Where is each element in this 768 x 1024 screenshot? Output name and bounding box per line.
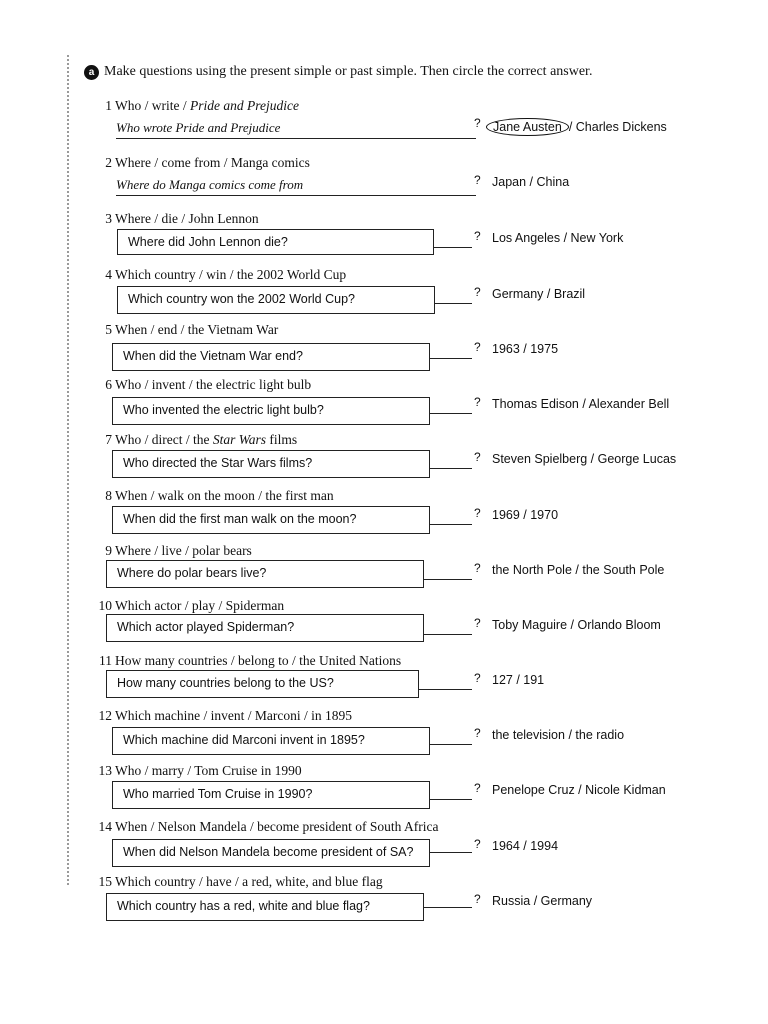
question-number: 10	[98, 598, 112, 613]
typed-answer-box[interactable]: Which country won the 2002 World Cup?	[117, 286, 435, 314]
question-number: 4	[105, 267, 112, 282]
answer-choices	[492, 508, 558, 522]
answer-option[interactable]: George Lucas	[597, 452, 677, 466]
typed-answer-box[interactable]: Which country has a red, white and blue flag?	[106, 893, 424, 921]
question-prompt	[92, 211, 259, 227]
answer-separator: /	[526, 175, 537, 189]
answer-option[interactable]: 1975	[530, 342, 559, 356]
question-mark: ?	[474, 395, 481, 409]
answer-underline	[430, 524, 472, 525]
prompt-text: When / Nelson Mandela / become president of South Africa	[115, 819, 439, 834]
question-mark: ?	[474, 229, 481, 243]
question-number: 7	[105, 432, 112, 447]
question-15	[0, 874, 768, 930]
answer-underline	[430, 358, 472, 359]
question-mark: ?	[474, 450, 481, 464]
question-10	[0, 598, 768, 654]
answer-underline	[430, 852, 472, 853]
question-number: 1	[105, 98, 112, 113]
question-number: 3	[105, 211, 112, 226]
answer-underline	[434, 247, 472, 248]
answer-option[interactable]: Nicole Kidman	[585, 783, 666, 797]
question-mark: ?	[474, 837, 481, 851]
typed-answer-box[interactable]: Where do polar bears live?	[106, 560, 424, 588]
question-mark: ?	[474, 506, 481, 520]
answer-underline	[430, 744, 472, 745]
answer-choices	[492, 452, 676, 466]
question-mark: ?	[474, 892, 481, 906]
answer-separator: /	[567, 618, 578, 632]
answer-option[interactable]: the North Pole	[492, 563, 572, 577]
question-number: 6	[105, 377, 112, 392]
answer-option[interactable]: Russia	[492, 894, 531, 908]
answer-choices	[492, 894, 592, 908]
question-1	[0, 98, 768, 154]
question-7	[0, 432, 768, 488]
question-prompt	[92, 874, 383, 890]
question-mark: ?	[474, 616, 481, 630]
answer-option[interactable]: the television	[492, 728, 565, 742]
question-mark: ?	[474, 173, 481, 187]
answer-separator: /	[564, 728, 576, 742]
answer-option[interactable]: Germany	[540, 894, 593, 908]
question-prompt	[92, 377, 311, 393]
question-number: 2	[105, 155, 112, 170]
answer-underline	[424, 907, 472, 908]
answer-choices	[492, 287, 585, 301]
prompt-text: Where / die / John Lennon	[115, 211, 259, 226]
prompt-text: Which country / have / a red, white, and blue flag	[115, 874, 383, 889]
prompt-text: How many countries / belong to / the United Nations	[115, 653, 402, 668]
question-number: 8	[105, 488, 112, 503]
typed-answer-box[interactable]: Who directed the Star Wars films?	[112, 450, 430, 478]
prompt-text: When / walk on the moon / the first man	[115, 488, 334, 503]
answer-separator: /	[571, 563, 583, 577]
question-8	[0, 488, 768, 544]
answer-option[interactable]: Japan	[492, 175, 527, 189]
answer-option[interactable]: Alexander Bell	[588, 397, 670, 411]
exercise-header	[84, 64, 592, 80]
question-11	[0, 653, 768, 709]
answer-line-handwritten[interactable]: Who wrote Pride and Prejudice	[116, 120, 476, 139]
question-prompt	[92, 598, 284, 614]
question-prompt	[92, 98, 299, 114]
answer-underline	[424, 579, 472, 580]
question-number: 12	[98, 708, 112, 723]
prompt-text: Who / invent / the electric light bulb	[115, 377, 312, 392]
question-prompt	[92, 763, 302, 779]
question-2	[0, 155, 768, 211]
answer-separator: /	[574, 783, 586, 797]
question-prompt	[92, 432, 297, 448]
prompt-text: Where / live / polar bears	[115, 543, 252, 558]
answer-separator: /	[568, 120, 576, 134]
question-number: 9	[105, 543, 112, 558]
answer-choices	[492, 783, 666, 797]
answer-option[interactable]: the South Pole	[582, 563, 665, 577]
question-5	[0, 322, 768, 378]
answer-separator: /	[543, 287, 554, 301]
answer-option[interactable]: Germany	[492, 287, 544, 301]
question-prompt	[92, 267, 346, 283]
answer-option[interactable]: Orlando Bloom	[577, 618, 661, 632]
question-mark: ?	[474, 285, 481, 299]
answer-separator: /	[519, 342, 531, 356]
answer-underline	[424, 634, 472, 635]
typed-answer-box[interactable]: How many countries belong to the US?	[106, 670, 419, 698]
question-4	[0, 267, 768, 323]
typed-answer-box[interactable]: Which actor played Spiderman?	[106, 614, 424, 642]
answer-option[interactable]: 1963	[492, 342, 520, 356]
answer-option[interactable]: New York	[570, 231, 624, 245]
answer-option[interactable]: Charles Dickens	[575, 120, 667, 134]
answer-option[interactable]: Penelope Cruz	[492, 783, 575, 797]
question-13	[0, 763, 768, 819]
answer-option[interactable]: Los Angeles	[492, 231, 561, 245]
answer-option[interactable]: 127	[492, 673, 513, 687]
answer-separator: /	[519, 839, 531, 853]
question-prompt	[92, 819, 439, 835]
question-number: 13	[98, 763, 112, 778]
question-prompt	[92, 543, 252, 559]
question-number: 15	[98, 874, 112, 889]
answer-option-circled[interactable]: Jane Austen	[486, 118, 569, 136]
answer-option[interactable]: 1969	[492, 508, 520, 522]
answer-underline	[435, 303, 472, 304]
answer-underline	[419, 689, 472, 690]
answer-separator: /	[519, 508, 531, 522]
typed-answer-box[interactable]: Which machine did Marconi invent in 1895?	[112, 727, 430, 755]
prompt-text: Which actor / play / Spiderman	[115, 598, 285, 613]
answer-choices	[492, 342, 558, 356]
question-mark: ?	[474, 561, 481, 575]
question-number: 14	[98, 819, 112, 834]
answer-separator: /	[587, 452, 598, 466]
answer-option[interactable]: Thomas Edison	[492, 397, 579, 411]
question-prompt	[92, 708, 352, 724]
question-number: 11	[99, 653, 112, 668]
prompt-text: Which country / win / the 2002 World Cup	[115, 267, 347, 282]
question-mark: ?	[474, 116, 481, 130]
answer-separator: /	[530, 894, 541, 908]
answer-separator: /	[512, 673, 524, 687]
question-mark: ?	[474, 671, 481, 685]
question-prompt	[92, 322, 278, 338]
answer-option[interactable]: the radio	[575, 728, 625, 742]
question-mark: ?	[474, 781, 481, 795]
question-3	[0, 211, 768, 267]
question-prompt	[92, 155, 310, 171]
prompt-text: When / end / the Vietnam War	[115, 322, 279, 337]
answer-option[interactable]: Toby Maguire	[492, 618, 568, 632]
question-14	[0, 819, 768, 875]
question-number: 5	[105, 322, 112, 337]
answer-choices	[492, 563, 664, 577]
typed-answer-box[interactable]: Where did John Lennon die?	[117, 229, 434, 255]
prompt-italic-text: Star Wars	[212, 432, 266, 447]
question-prompt	[92, 653, 401, 669]
answer-choices	[492, 673, 544, 687]
answer-separator: /	[560, 231, 571, 245]
question-6	[0, 377, 768, 433]
prompt-text: Where / come from / Manga comics	[115, 155, 310, 170]
answer-option[interactable]: 1970	[530, 508, 559, 522]
answer-choices	[492, 118, 667, 136]
answer-choices	[492, 397, 669, 411]
prompt-italic-text: Pride and Prejudice	[189, 98, 299, 113]
answer-underline	[430, 413, 472, 414]
prompt-text: Who / direct / the	[115, 432, 213, 447]
answer-underline	[430, 468, 472, 469]
question-12	[0, 708, 768, 764]
exercise-badge: a	[84, 65, 99, 80]
answer-option[interactable]: China	[536, 175, 570, 189]
answer-option[interactable]: Steven Spielberg	[492, 452, 588, 466]
prompt-text: Which machine / invent / Marconi / in 1895	[115, 708, 352, 723]
answer-choices	[492, 728, 624, 742]
exercise-instruction: Make questions using the present simple or past simple. Then circle the correct answer.	[104, 64, 593, 79]
answer-option[interactable]: 191	[523, 673, 545, 687]
question-mark: ?	[474, 726, 481, 740]
typed-answer-box[interactable]: When did the Vietnam War end?	[112, 343, 430, 371]
answer-underline	[430, 799, 472, 800]
answer-choices	[492, 839, 558, 853]
typed-answer-box[interactable]: When did the first man walk on the moon?	[112, 506, 430, 534]
question-9	[0, 543, 768, 599]
answer-option[interactable]: 1994	[530, 839, 559, 853]
answer-option[interactable]: 1964	[492, 839, 520, 853]
prompt-text: Who / marry / Tom Cruise in 1990	[115, 763, 302, 778]
answer-choices	[492, 618, 661, 632]
typed-answer-box[interactable]: When did Nelson Mandela become president of SA?	[112, 839, 430, 867]
prompt-text: films	[266, 432, 298, 447]
answer-line-handwritten[interactable]: Where do Manga comics come from	[116, 177, 476, 196]
answer-separator: /	[578, 397, 589, 411]
prompt-text: Who / write /	[115, 98, 190, 113]
question-mark: ?	[474, 340, 481, 354]
answer-choices	[492, 231, 623, 245]
typed-answer-box[interactable]: Who married Tom Cruise in 1990?	[112, 781, 430, 809]
answer-choices	[492, 175, 569, 189]
typed-answer-box[interactable]: Who invented the electric light bulb?	[112, 397, 430, 425]
question-prompt	[92, 488, 334, 504]
answer-option[interactable]: Brazil	[553, 287, 586, 301]
